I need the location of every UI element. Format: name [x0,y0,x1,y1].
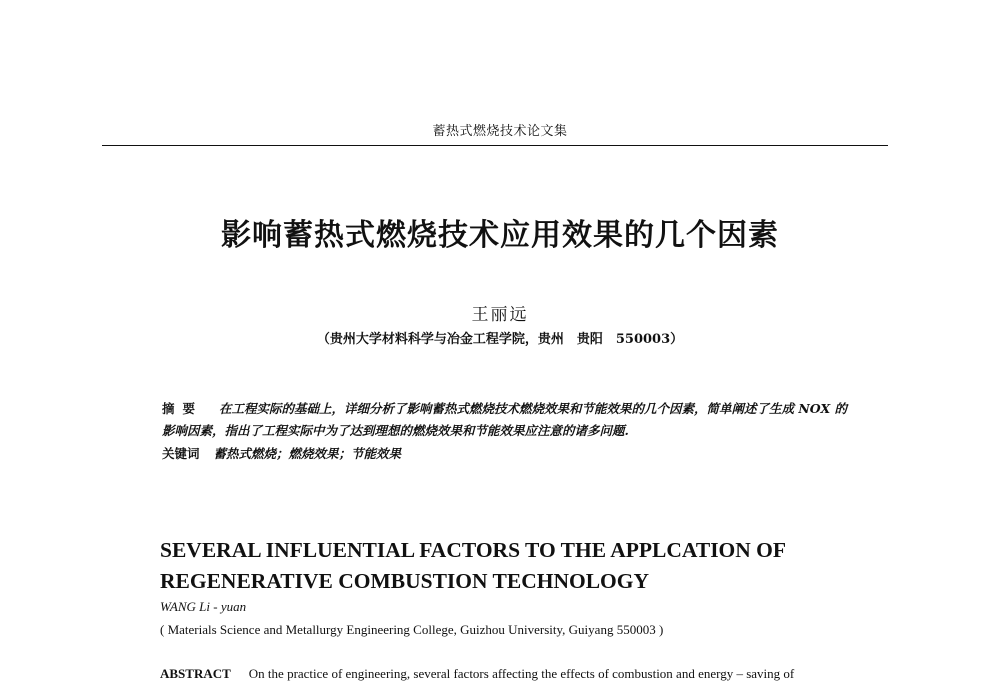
abstract-chinese-label: 摘要 [162,401,204,416]
affiliation-english: ( Materials Science and Metallurgy Engineering College, Guizhou University, Guiyang 550003 ) [160,622,664,637]
abstract-english-label: ABSTRACT [160,666,231,681]
abstract-chinese [162,398,852,442]
keywords-chinese [162,444,852,462]
author-english: WANG Li - yuan [160,599,247,614]
keywords-chinese-label: 关键词 [162,446,200,461]
header-rule [102,145,888,146]
keywords-chinese-text: 蓄热式燃烧；燃烧效果；节能效果 [213,446,402,461]
abstract-chinese-text: 在工程实际的基础上，详细分析了影响蓄热式燃烧技术燃烧效果和节能效果的几个因素，简单阐述了生成 NOX 的影响因素，指出了工程实际中为了达到理想的燃烧效果和节能效果应注意的诸多问题. [162,401,848,438]
abstract-english-text: On the practice of engineering, several factors affecting the effects of combustion and energy – saving of [248,666,795,681]
running-head: 蓄热式燃烧技术论文集 [432,124,568,139]
title-english: SEVERAL INFLUENTIAL FACTORS TO THE APPLCATION OF REGENERATIVE COMBUSTION TECHNOLOGY [160,538,786,593]
title-chinese: 影响蓄热式燃烧技术应用效果的几个因素 [221,218,779,253]
affiliation-chinese: （贵州大学材料科学与冶金工程学院，贵州 贵阳 550003） [316,332,684,347]
author-chinese: 王丽远 [471,305,529,325]
abstract-english [160,666,860,682]
